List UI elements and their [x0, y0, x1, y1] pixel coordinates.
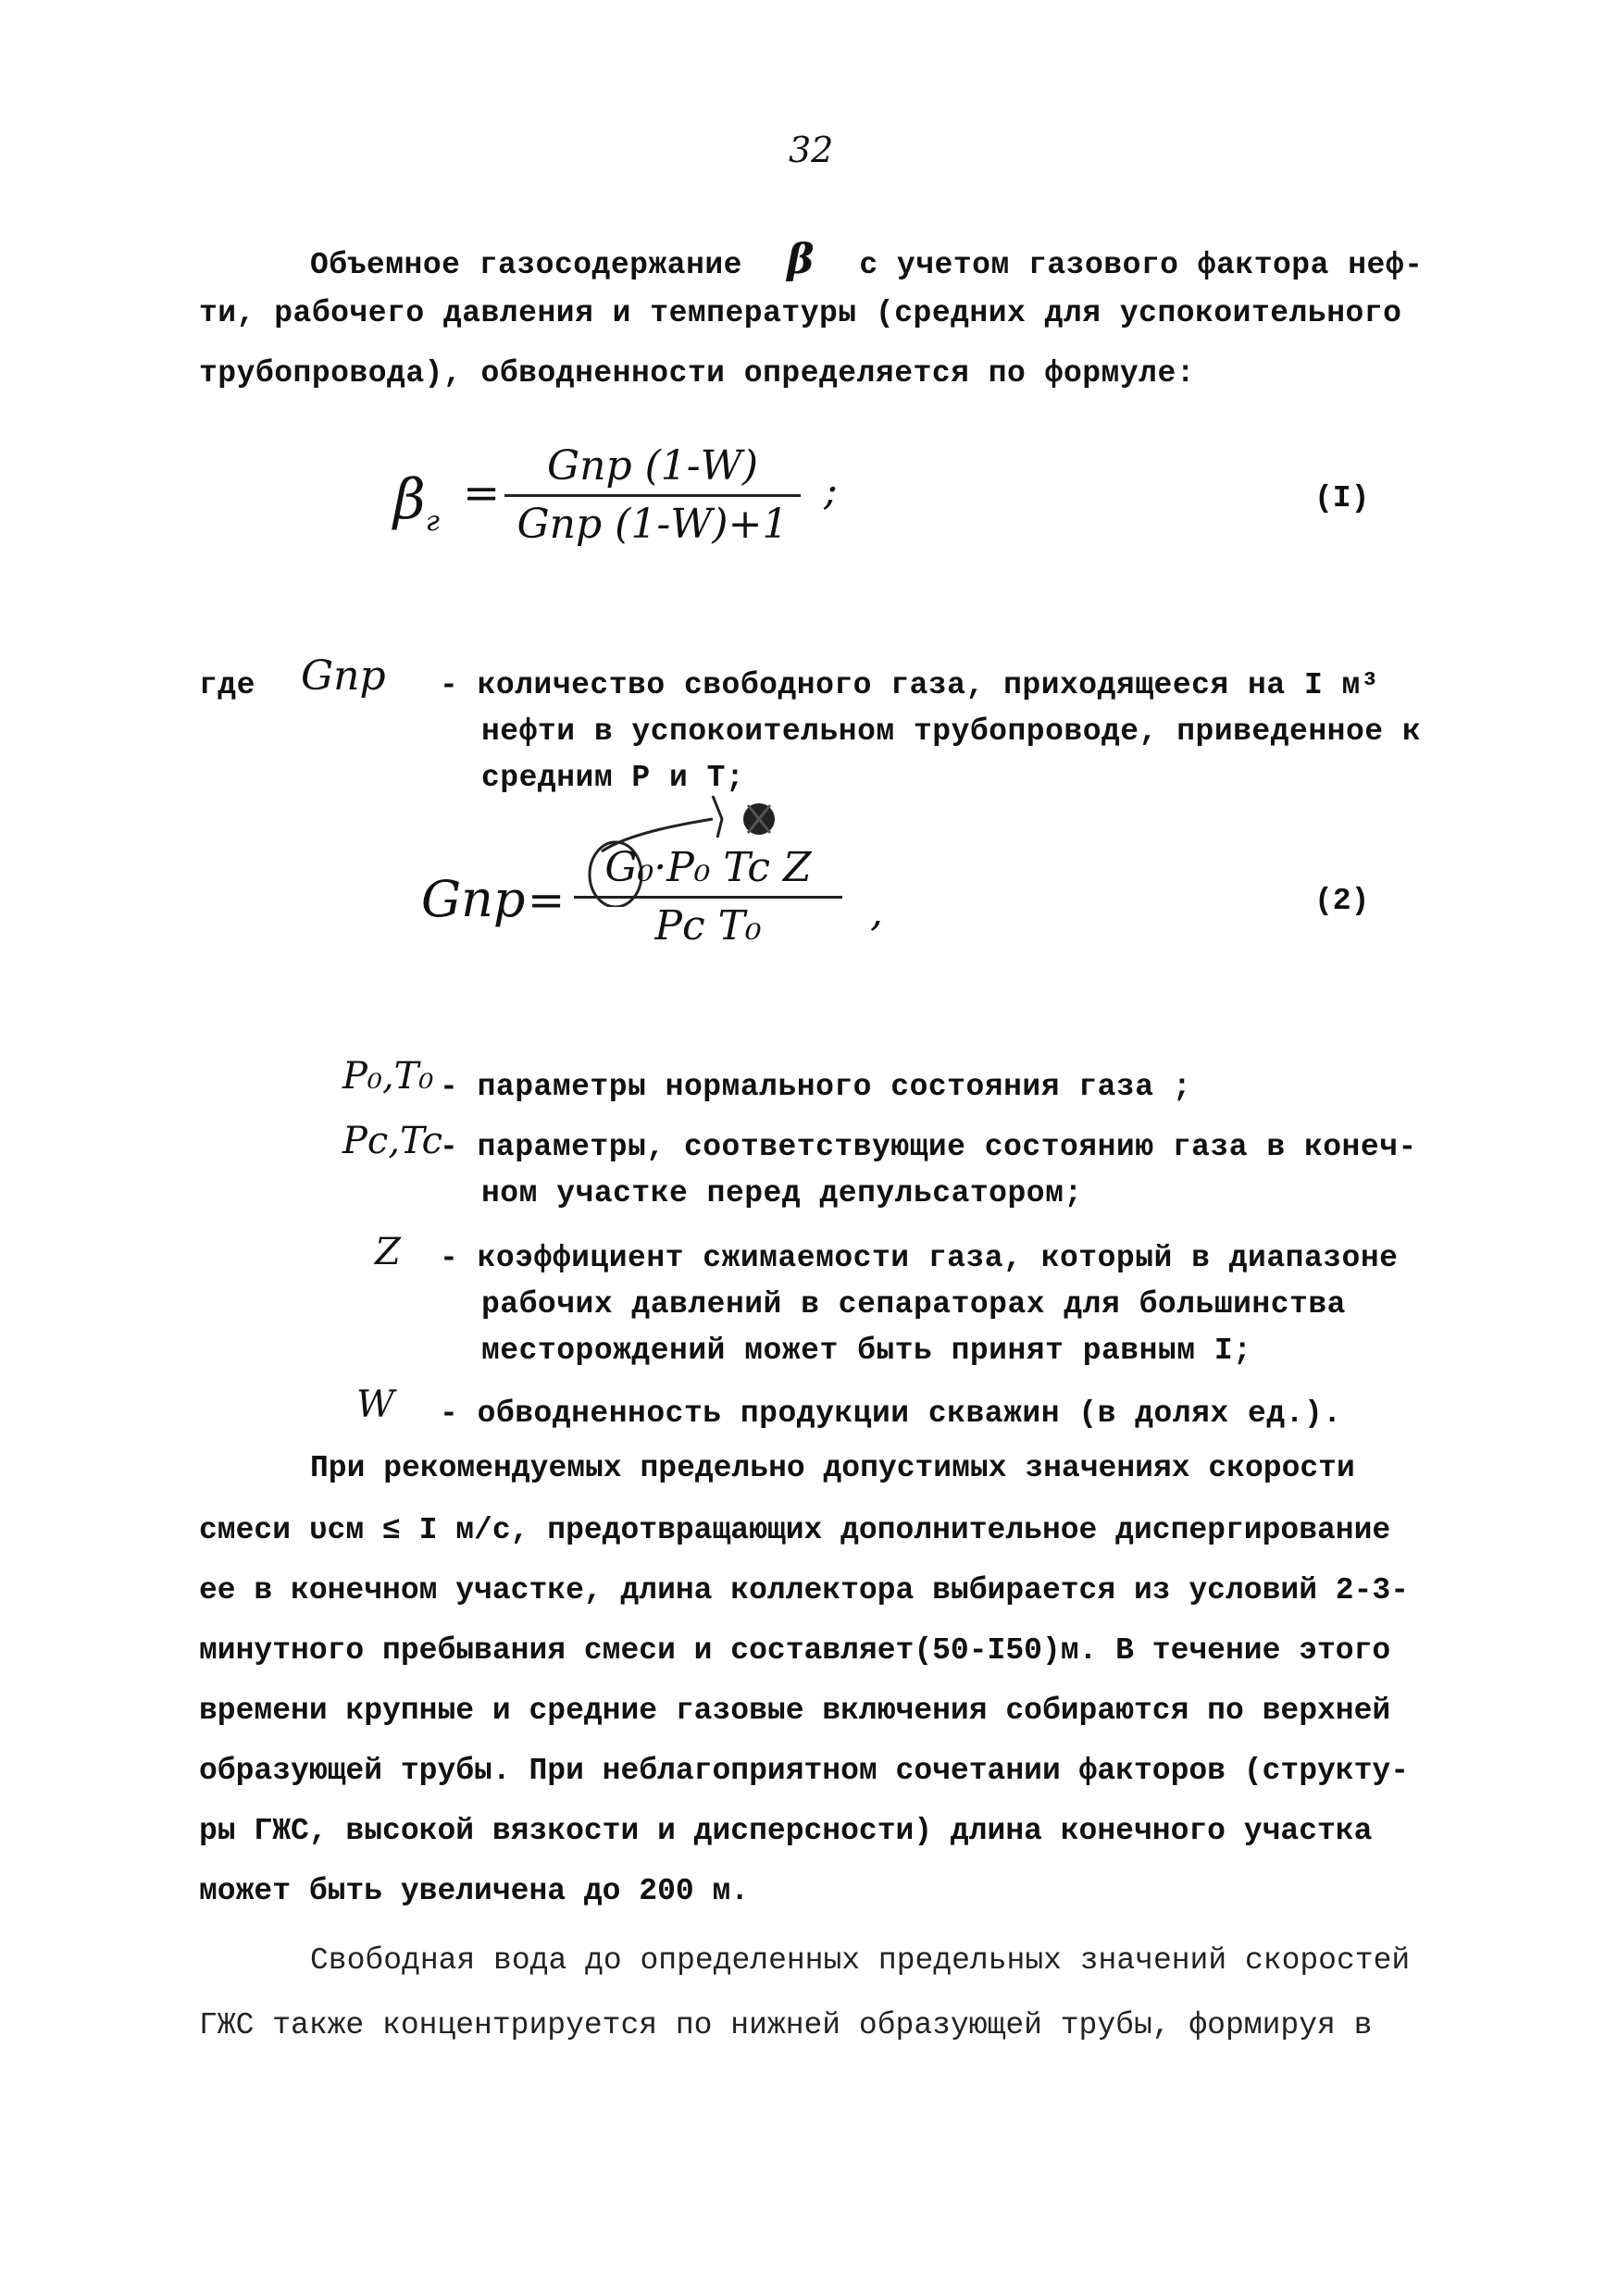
definition-symbol: Pc,Tc [342, 1120, 443, 1162]
intro-text-after: с учетом газового фактора неф- [859, 248, 1424, 282]
paragraph-line: образующей трубы. При неблагоприятном сочетании факторов (структу- [199, 1754, 1410, 1788]
definition-line: месторождений может быть принят равным I; [481, 1334, 1252, 1368]
page-number: 32 [789, 130, 834, 170]
paragraph-line: При рекомендуемых предельно допустимых значениях скорости [310, 1451, 1355, 1485]
gnp-line-3: средним Р и Т; [481, 761, 745, 795]
paragraph-line: смеси υсм ≤ I м/с, предотвращающих дополнительное диспергирование [199, 1513, 1391, 1547]
formula-1-numerator: Gпр (1-W) [546, 442, 759, 490]
formula-2-denominator: Pc T₀ [654, 902, 762, 949]
formula-2-lhs: Gпр [421, 870, 526, 928]
gnp-line-2: нефти в успокоительном трубопроводе, приведенное к [481, 714, 1422, 749]
formula-2-numerator: G₀·P₀ Tc Z [604, 844, 812, 891]
beta-symbol: β [787, 236, 815, 283]
definition-line: - параметры, соответствующие состоянию газа в конеч- [440, 1130, 1417, 1164]
definition-line: - параметры нормального состояния газа ; [440, 1070, 1192, 1104]
formula-1-fraction-bar [504, 494, 801, 497]
intro-text-before: Объемное газосодержание [310, 248, 742, 282]
formula-2-fraction [574, 844, 842, 950]
formula-2-punct: , [870, 888, 883, 936]
formula-1-lhs [393, 467, 440, 538]
definition-symbol: P₀,T₀ [342, 1055, 434, 1098]
paragraph-line: времени крупные и средние газовые включения собираются по верхней [199, 1694, 1391, 1728]
paragraph-line: Свободная вода до определенных предельных значений скоростей [310, 1943, 1411, 1978]
definition-line: - обводненность продукции скважин (в долях ед.). [440, 1396, 1342, 1431]
intro-line-1 [310, 236, 1423, 283]
formula-2-equals: = [528, 875, 566, 926]
definition-line: рабочих давлений в сепараторах для большинства [481, 1287, 1346, 1322]
intro-line-2: ти, рабочего давления и температуры (средних для успокоительного [199, 296, 1402, 330]
definition-symbol: W [356, 1384, 395, 1426]
paragraph-line: ры ГЖС, высокой вязкости и дисперсности) длина конечного участка [199, 1814, 1373, 1848]
gnp-line-1: - количество свободного газа, приходящееся на I м³ [440, 668, 1380, 702]
paragraph-line: может быть увеличена до 200 м. [199, 1874, 750, 1908]
formula-1-fraction [504, 442, 801, 549]
formula-1-number: (I) [1314, 481, 1370, 515]
definition-line: - коэффициент сжимаемости газа, который в диапазоне [440, 1241, 1399, 1275]
formula-2-number: (2) [1314, 884, 1370, 918]
gnp-symbol: Gпр [301, 652, 386, 700]
formula-1-lhs-sub: г [425, 505, 440, 538]
formula-1-punct: ; [824, 467, 838, 515]
definition-line: ном участке перед депульсатором; [481, 1176, 1083, 1210]
formula-2-fraction-bar [574, 896, 842, 899]
formula-1-lhs-symbol: β [393, 467, 426, 532]
gnp-prefix: где [199, 668, 255, 702]
formula-1-denominator: Gпр (1-W)+1 [517, 501, 789, 548]
paragraph-line: ее в конечном участке, длина коллектора выбирается из условий 2-3- [199, 1573, 1410, 1607]
formula-1-equals: = [463, 467, 501, 519]
paragraph-line: ГЖС также концентрируется по нижней образующей трубы, формируя в [199, 2008, 1373, 2042]
paragraph-line: минутного пребывания смеси и составляет(50-I50)м. В течение этого [199, 1633, 1391, 1668]
definition-symbol: Z [375, 1231, 401, 1273]
intro-line-3: трубопровода), обводненности определяется по формуле: [199, 356, 1196, 391]
